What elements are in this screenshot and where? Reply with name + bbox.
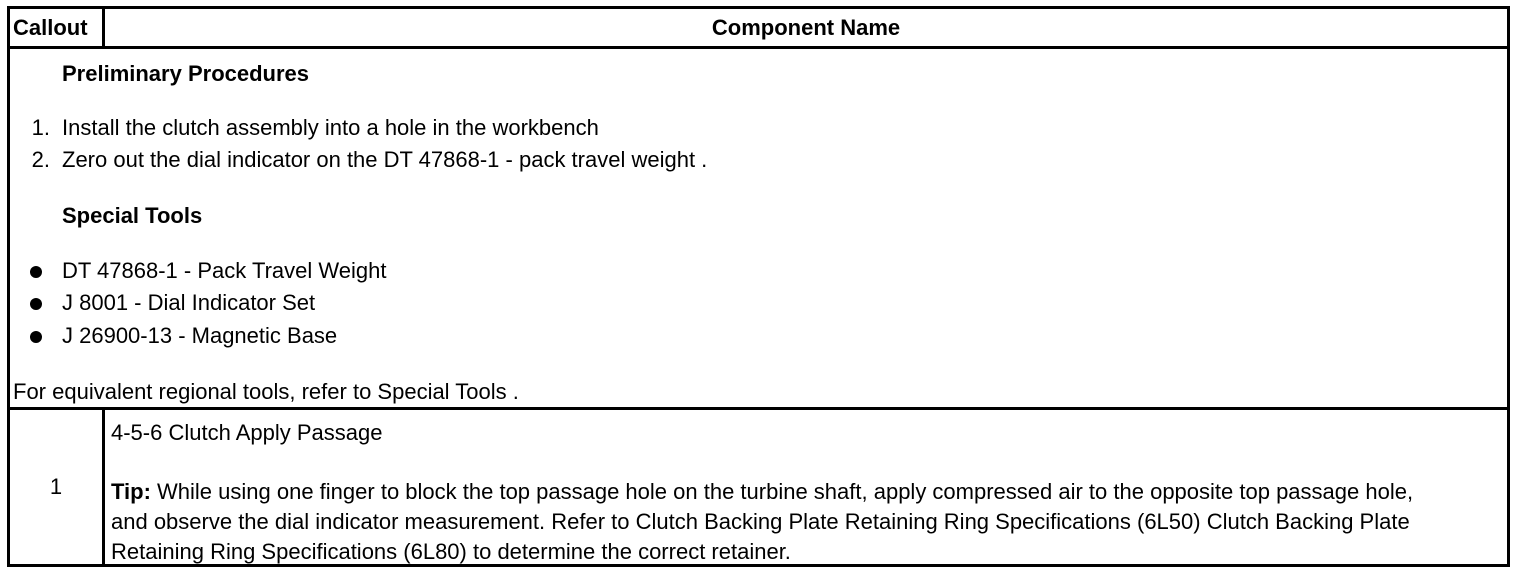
tool-item: DT 47868-1 - Pack Travel Weight <box>62 258 387 283</box>
callout-column-header: Callout <box>9 8 104 48</box>
step-number: 1. <box>31 115 50 140</box>
special-tools-title: Special Tools <box>62 203 203 228</box>
step-number: 2. <box>31 147 50 172</box>
tip-label: Tip: <box>111 479 151 504</box>
bullet-icon <box>30 298 42 310</box>
step-text: Zero out the dial indicator on the DT 47868-1 - pack travel weight . <box>62 147 708 172</box>
preliminary-row <box>9 48 1509 409</box>
table-header-row <box>9 8 1509 48</box>
tool-item: J 8001 - Dial Indicator Set <box>62 290 316 315</box>
bullet-icon <box>30 331 42 343</box>
tip-paragraph <box>111 477 1451 567</box>
component-name: 4-5-6 Clutch Apply Passage <box>111 420 383 445</box>
procedure-table <box>7 6 1510 567</box>
regional-tools-note: For equivalent regional tools, refer to Special Tools . <box>13 379 519 404</box>
table-row <box>9 409 1509 566</box>
component-cell <box>104 409 1509 566</box>
preliminary-cell <box>9 48 1509 409</box>
callout-cell: 1 <box>9 409 104 566</box>
preliminary-procedures-title: Preliminary Procedures <box>62 61 310 86</box>
tip-text: While using one finger to block the top passage hole on the turbine shaft, apply compressed air to the opposite top passage hole, and observe the dial indicator measurement. Refer to Clutch Backing Plate Retaining Ring Specifications (6L50) Clutch Backing Plate Retaining Ring Specifications (6L80) to determine the correct retainer. <box>111 479 1414 564</box>
component-name-column-header: Component Name <box>104 8 1509 48</box>
step-text: Install the clutch assembly into a hole in the workbench <box>62 115 599 140</box>
tool-item: J 26900-13 - Magnetic Base <box>62 323 338 348</box>
bullet-icon <box>30 266 42 278</box>
